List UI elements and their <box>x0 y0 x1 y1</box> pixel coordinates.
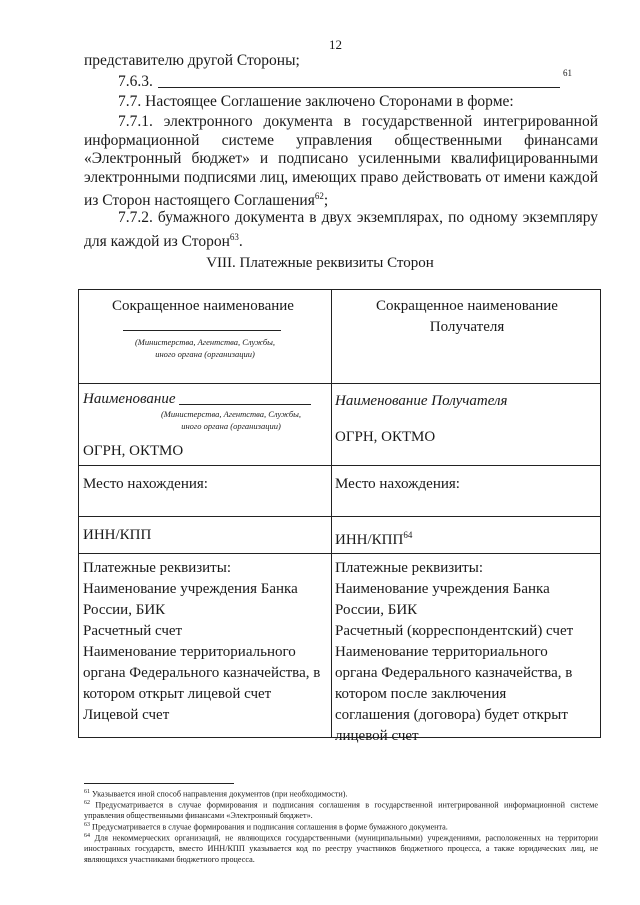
note-line: иного органа (организации) <box>181 421 281 431</box>
heading-line: Сокращенное наименование <box>376 298 558 314</box>
requisite-line: соглашения (договора) будет открыт <box>335 707 568 723</box>
table-row-divider <box>79 383 600 384</box>
location-left: Место нахождения: <box>83 476 208 492</box>
name-left-label: Наименование <box>83 391 176 407</box>
requisite-line: России, БИК <box>83 602 166 618</box>
inn-kpp-left: ИНН/КПП <box>83 527 152 543</box>
footnote-ref-62: 62 <box>314 191 324 201</box>
inn-kpp-right <box>335 525 412 551</box>
table-row-divider <box>79 516 600 517</box>
requisite-line: органа Федерального казначейства, в <box>335 665 573 681</box>
requisite-line: России, БИК <box>335 602 418 618</box>
text-line-1: представителю другой Стороны; <box>84 52 300 69</box>
footnote-number: 61 <box>84 789 90 795</box>
section-title: VIII. Платежные реквизиты Сторон <box>206 255 434 271</box>
requisite-line: Платежные реквизиты: <box>335 560 483 576</box>
footnote-text: Указывается иной способ направления документов (при необходимости). <box>92 789 348 799</box>
clause-7-7: 7.7. Настоящее Соглашение заключено Сторонами в форме: <box>118 93 514 110</box>
requisites-table <box>78 289 601 744</box>
page-number: 12 <box>329 37 342 52</box>
clause-7-7-2 <box>84 209 598 251</box>
requisite-line: котором после заключения <box>335 686 507 702</box>
clause-7-7-2-text: 7.7.2. бумажного документа в двух экземплярах, по одному экземпляру для каждой из Сторон <box>84 209 598 250</box>
footnote-text: Для некоммерческих организаций, не являющихся государственными (муниципальными) учреждениями, расположенных на территории иностранных государств, вместо ИНН/КПП указывается код по реестру участников бюджетного процесса, а также юридических лиц, не являющихся участниками бюджетного процесса. <box>84 833 598 864</box>
name-left-note <box>151 408 311 432</box>
note-line: иного органа (организации) <box>155 349 255 359</box>
footnote-text: Предусматривается в случае формирования и подписания соглашения в государственной интегрированной информационной системе управления общественными финансами «Электронный бюджет». <box>84 800 598 821</box>
note-line: (Министерства, Агентства, Службы, <box>160 409 302 419</box>
clause-7-6-3-label: 7.6.3. <box>118 73 153 90</box>
clause-7-7-1 <box>84 113 598 211</box>
payment-requisites-right <box>335 558 573 747</box>
footnote-ref-63: 63 <box>229 231 239 242</box>
requisite-line: Платежные реквизиты: <box>83 560 231 576</box>
footnote-text: Предусматривается в случае формирования и подписания соглашения в форме бумажного документа. <box>92 822 448 832</box>
table-column-divider <box>331 290 332 737</box>
clause-7-7-1-text: 7.7.1. электронного документа в государственной интегрированной информационной системе управления общественными финансами «Электронный бюджет» и подписано усиленными квалифицированными электронными подписями лиц, имеющих право действовать от имени каждой из Сторон настоящего Соглашения <box>84 113 598 210</box>
heading-line: Получателя <box>429 319 505 335</box>
clause-7-7-1-tail: ; <box>323 192 329 210</box>
requisite-line: котором открыт лицевой счет <box>83 686 272 702</box>
requisite-line: Расчетный (корреспондентский) счет <box>335 623 574 639</box>
blank-line <box>158 87 560 88</box>
short-name-left-heading: Сокращенное наименование <box>112 298 294 314</box>
ogrn-oktmo-left: ОГРН, ОКТМО <box>83 443 184 459</box>
table-row-divider <box>79 465 600 466</box>
requisite-line: органа Федерального казначейства, в <box>83 665 321 681</box>
footnote-ref-64: 64 <box>403 530 413 540</box>
requisite-line: лицевой счет <box>335 728 419 744</box>
ogrn-oktmo-right: ОГРН, ОКТМО <box>335 429 436 445</box>
inn-kpp-right-text: ИНН/КПП <box>335 532 404 548</box>
blank-line <box>123 330 281 331</box>
requisite-line: Наименование территориального <box>83 644 296 660</box>
requisite-line: Расчетный счет <box>83 623 183 639</box>
footnote-number: 64 <box>84 833 90 839</box>
note-line: (Министерства, Агентства, Службы, <box>134 337 276 347</box>
footnote-separator <box>84 783 234 784</box>
short-name-left-note <box>105 336 305 360</box>
clause-7-7-2-tail: . <box>238 232 243 250</box>
recipient-name-label: Наименование Получателя <box>335 393 508 409</box>
requisite-line: Наименование учреждения Банка <box>335 581 550 597</box>
footnote-62 <box>84 798 598 822</box>
blank-line <box>179 404 311 405</box>
location-right: Место нахождения: <box>335 476 460 492</box>
requisite-line: Наименование учреждения Банка <box>83 581 298 597</box>
requisite-line: Наименование территориального <box>335 644 548 660</box>
table-row-divider <box>79 553 600 554</box>
footnote-number: 63 <box>84 822 90 828</box>
footnote-number: 62 <box>84 800 90 806</box>
footnote-64 <box>84 831 598 865</box>
requisite-line: Лицевой счет <box>83 707 170 723</box>
footnote-ref-61: 61 <box>563 68 572 78</box>
payment-requisites-left <box>83 558 320 726</box>
short-name-right-heading <box>332 296 602 338</box>
